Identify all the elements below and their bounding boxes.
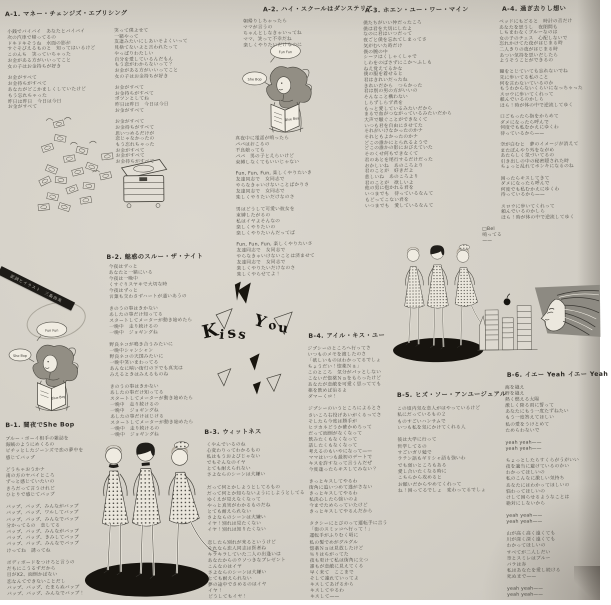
logo-letter: Y bbox=[252, 312, 268, 331]
girl-reading-illustration-left bbox=[0, 318, 106, 419]
song-b6-lyrics-col1: 海を越え 野を越え 熱く燃える太陽 激しく降る雨に誓って あなたにもう一度たずねたい もう一度答えてほしい 私の愛をうけとめて ためらわないで yeah yeah—— yeah yeah—— ちょっとしたらすくらがうがいい 夜を適当に避けているのかい わかってほしいの 私のこんなに激しい気持ち あなたにはわかってほしいの 悩わってほしいの けして困らせるようなことは 絶対にしないから yeah yeah—— yeah yeah—— 山が高く高く遠くても 川が深く深く遠くても わかってほしいの すべてが二人しだい 空とスミレはブルー バラは赤 私はあなたを愛し続ける 死ぬまで—— yeah yeah—— yeah yeah—— bbox=[505, 385, 581, 599]
song-a4-lyrics-col1: ベッドにもどると 時計の音だけ あなたを思うし 夜閉間も しちまわなくブルーなのは 女の子のチェス 心配しないで 忘れかけてた夜がはじまる時 二人きりの夜がはじまる時 あつい気持を思いだしたら ようそうことができるの 瞳をとじていても忘れないでね 先に歩いてる私のこと 何を言わないているのか もうわからないくらいになっちゃった スロウに歩いてくれって 頼んでいるのかしら ほら！時が体の中で逆流してゆく 口ごもったら指をからめて ダメになったら呼んで 何度でも私むかえにゆくわ 待っているから—— 空が白むと 夢のイメージが消えて またぼんやり外をながめ あたらしく気づいてるの 引き出しの中の秘密隠された時 ちょっと乱れてホンキになるのね 困ったらキスしてきて ダメになったら呼んで 何度でも私むかえにゆくわ 待っているから—— スロウに歩いてくれって 頼んでいるのかしら ほら！時が体の中で逆流してゆく bbox=[499, 19, 584, 221]
logo-letter: s bbox=[237, 328, 246, 342]
logo-letter: o bbox=[268, 319, 277, 332]
credit-banner-text: 訳詞とイラスト 三島由美 bbox=[9, 273, 63, 304]
dancer-middle bbox=[131, 442, 160, 578]
song-a4-lyrics-outro: □Bel 鳴ってる —— bbox=[482, 227, 502, 245]
logo-letter: K bbox=[201, 321, 220, 342]
shadow bbox=[85, 562, 209, 597]
logo-letter: u bbox=[278, 322, 289, 336]
song-b2-title: B-2. 魅惑のスルー・ザ・ナイト bbox=[106, 251, 203, 261]
black-note-dot bbox=[504, 298, 511, 305]
dancer-middle bbox=[427, 245, 449, 349]
song-b4-lyrics-col1: ジプシーのところへ行ってさ いつものメモを渡したのさ 「欲しいものはわかってるでしょ ちょうだい！惚薬Ｎａ」 このところ 気分がパッとしない こないだ惚薬Ｎａをもらったけど あなたが恋敵を可愛く思ってても 薬を飲めば治るよ ダマーくロ！ ジプシーのいうところによるとさ さいころ右投げあいがくるってさ そしたら今度は勝手が ヒツカネどうか確かめろって だって面倒がなくなって 飲みたくもなくなって 話したくもなくなって 考えるのもいやになって—— ママはいつも最初のデートで キスを許すなって言うんだぜ 今度逢ったらキスしてみない？ きっとキスしてやるわ 街角に追いつめて逃がさない きっとキスしてやるわ 私決心したら強いのよ 今までためらっていたけど きっとキスしてやるんだから タクシーにとびのって運転手に言う 「街のスミッコへ行って！」 運転手がふりむく頃に 私の髪でめがグルグル 惚薬Ｎａは見放したけど ％りはちがってた 夜も更けて私は街角に立つ 誰もが恋敵に見えてくる 早く来て ここまで そして連れていってよ キスしてあげるから キスしてやるわ キスして—— bbox=[307, 346, 388, 601]
song-b1-lyrics-col1: ブルー・ボーイ相手の雑誌を 海賊のようにめくるの ピチッとしたジーンズで恋の夢中を 感じてバップ どうちゃおうかナ 南の方のヤバイところ ずっと感じていたいの きろだって言うけれど ひとりで感じてバップ バップ、バップ、みんながバップ バップ、バップ、ワルしてバップ バップ、バップ、みんなでバップ 分かってるの 恋してる バップ、バップ、みんながバップ バップ、バップ、きみしてバップ バップ、バップ、みんなでバップ けってね 誘ってね ボディボードをつけろと言うの だもにこうるずだから 目がX2、面倒かばない 恋なんてできないことだし バップ、バップ、たまらぬバップ バップ、バップ、みんなでバップ！ bbox=[5, 436, 85, 598]
song-b3-lyrics-col1: くやんでいるのね 心変わりってわかるもの 私はもうおよびじゃない でもそんなのイヤ とても耐えられない さよならのシーンは大嫌い だって何とかしようとしてるもの だって何とか知らないようにしようとしてる ゆくえが見えなくなって やっと真実がわかるものだね とても耐えられない さよならのシーンは大嫌い イヤ！別れは見たくない イヤ！別れは知りたくない 恋したら別れが来るというけど それなら恋人同志は医者ね キラキラしていた二人の出逢いは あなたからのウソつきなプレゼント こんなのはイヤ さよならのシーンは大嫌い とても耐えられない 夢の途中でさめるのはイヤ イヤ！ どうしてもイヤ！ bbox=[206, 442, 305, 601]
paper-corner-shadow bbox=[574, 566, 600, 600]
song-a1-lyrics-col1: 小銭でバイバイ あなたとバイバイ 次の汽車で帰ってるの ドキドキそうね 水面の影が すぐそびえるものと 知ってはいるけど このんち 笑っていちゃった お金がある方がいいってこと 女の子はお金持ちが好き お金がすべて お金持ちがすべて あなたがどこかましくしていたけど もう忘れちゃった 昨日は昨日 今日は今日 お金がすべて bbox=[7, 29, 96, 111]
song-a2-lyrics-col2: 真夜中に電話が鳴ったら パパはおこるの 不良娘っても パパ 男の子とえらいけど 束縛しなくてもいいじゃない Fun, Fun, Fun, 楽しくやりたいき 友達同志で 女同志で やらなきゃいけないことばかりさ 友達同志で 女同志で 楽しくやりたいだけなのさ 男はどうして可愛い彼女を 束縛したがるの 私はイヤよそんなの 楽しくやりたいの 楽しくやりたいんだってば Fun, Fun, Fun, 楽しくやりたいさ 友達同志で 女同志で やらなきゃいけないことは済ませて 友達同志で 女同志で 楽しくやりたいだけなのさ 楽しくやらせてよ！ bbox=[235, 136, 315, 279]
credit-banner bbox=[0, 266, 75, 311]
speech-bubble-shebop-label: She Bop bbox=[13, 354, 27, 358]
song-b2-lyrics-col1: 今夜はずっと あなたと一緒にいる 今夜は一晩中 くすぐりスヤキで大切な時 今夜はずっと 言葉も交わさずハートが通いあうの きのうの事はきかない あしたの事だけ知ってる スタートしてメーターが動き始めたら 一晩中 走り続けるの 一晩中 ジョギングね 野良ネコが鳴き合うみたいに 一晩中シャンシャン 野良ネコの天国みたいに 一晩中笑いまわってる あんなに暗い街灯の下でも真実は みえるときはみえるものね きのうの事はきかない あしたの事だけ知ってる スタートしてメーターが動き始めたら 一晩中 走り続けるの 一晩中 ジョギングね あしたの事だけはじける スタートしてメーターが動き始めたら 一晩中 走り続けるの 一晩中 ジョギングね bbox=[109, 264, 194, 439]
song-b1-title: B-1. 闇夜でShe Bop bbox=[5, 419, 74, 429]
speech-bubble-fun-label: Fun Fun bbox=[279, 50, 292, 54]
song-a2-lyrics-col1: 朝帰りしちゃったら ママが言うの ちゃんとしなきゃいってね ママ、笑って不幸だね 楽しくやりたいだけなのに bbox=[243, 19, 302, 50]
speech-bubble-shebop-label: She Bop bbox=[248, 77, 262, 81]
dancing-trio-illustration-1 bbox=[79, 433, 219, 604]
logo-letter: s bbox=[226, 325, 237, 341]
dancer-left bbox=[102, 445, 129, 575]
song-b5-title: B-5. ヒズ・ソー・アンユージュアル bbox=[397, 389, 507, 399]
catalog-number bbox=[545, 0, 578, 1]
record-player-icon bbox=[122, 159, 168, 207]
song-a2-title: A-2. ハイ・スクールはダンステリア bbox=[263, 3, 373, 13]
kiss-you-logo bbox=[196, 278, 308, 431]
girl-reading-illustration-top bbox=[240, 40, 333, 141]
speech-bubble-fun-label: Fun Fun bbox=[45, 329, 58, 333]
song-a1-title: A-1. マネー・チェンジズ・エブリシング bbox=[5, 8, 128, 18]
logo-letter: i bbox=[219, 329, 225, 342]
triangle-decorations bbox=[196, 278, 308, 431]
magazine-label: Blue Boy bbox=[285, 116, 300, 122]
song-b6-title: B-6. イエー Yeah イエー Yeah bbox=[507, 369, 608, 379]
song-b4-title: B-4. アイル・キス・ユー bbox=[308, 330, 385, 340]
city-face-illustration bbox=[477, 285, 601, 360]
song-a3-title: A-3. ホエン・ユー・ワー・マイン bbox=[365, 4, 469, 14]
song-a3-lyrics-col1: 僕たちがいい仲だったころ 僕は君を大切にしたよ なのに君はいつだって 夜ごと僕を忘れてしまってさ 気がむいた時だけ 僕の腕の中 シーツはくしゃくしゃで しわをのばさずにこか〜ふしも ねえ覚えてるかな 僕の服を着せると 君はきれいだったね きれいだから つらかった 君は別の男の方がいいの そんなこと構わない しらずしらず君を もっと愛しているみたいだから まるで血がつながっているみたいだから 大声で騒ぐことができなくて いつも君を自由にさせてた それがいけなかったのかナ それともよかったのかナ どこの誰かにとられるようで どこの誰かの影におびえていた そのくせ何もできなくて 君のあとを尾行するだけだった おかしいね あのころより 君のことが 好きだよ 悲しいね あのころより 君のことが 欲しいよ 他の男に抱かれる君を いつまでも 待っているなんて もどってこない君を いつまでも 愛しているなんて bbox=[363, 20, 453, 209]
shadow bbox=[393, 338, 484, 363]
song-a1-lyrics-col2: 笑って僕よせて 一緒やって 友達みたいにしあいそよくいって 見捨てないよと言われたって やっぱりわたしい 自分を愛しているんだもん もう恋がわからないって？ お金がある方がいいってこと 女の子はお金持ちが好き お金がすべて お金持ちがすべて ポツンとしてね 昨日は昨日 今日は今日 お金がすべて お金がすべて お金持ちがすべて 思いつめるだけが 恋じゃなかったの もう忘れちゃった お金がすべて お金がすべて お金持ちがすべて bbox=[114, 28, 189, 166]
song-b3-title: B-3. ウィットネス bbox=[204, 426, 261, 436]
magazine-label: Blue Boy bbox=[51, 394, 66, 400]
dancer-left bbox=[404, 247, 425, 347]
song-a4-title: A-4. 過ぎ去りし想い bbox=[502, 3, 566, 13]
song-b5-lyrics-col1: この頃内気な恋人がはやっているけど 私にだっているもの２ ものすごいハンサムで いつも私を気にかけてくれる人 彼は大学に行って 哲学してるの すごいガリ勉で ラテン語もギリシャ語も強いわ でも弱いところもある 愛し合いたくなる時に こちらから攻めると お願いだからやめてくれって ね！困ってるでしょ 変わってるでしょ bbox=[397, 406, 486, 495]
